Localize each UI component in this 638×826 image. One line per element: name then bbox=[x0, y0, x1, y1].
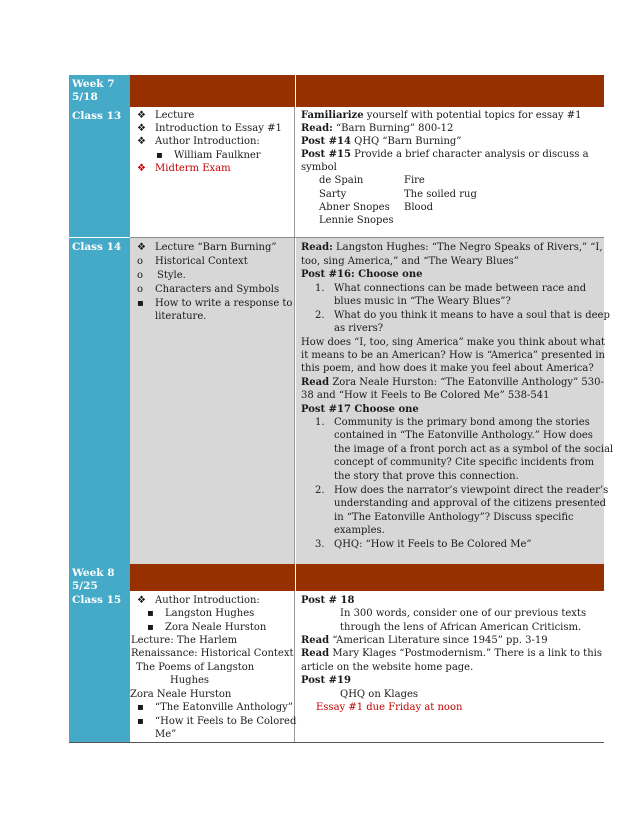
class14-s2-line: in “The Eatonville Anthology”? Discuss specific bbox=[334, 512, 574, 523]
week7-header-bar-right bbox=[296, 75, 604, 107]
class14-topic-4: o Characters and Symbols bbox=[137, 284, 280, 295]
class14-prompt-1: How does “I, too, sing America” make you think about what bbox=[301, 337, 605, 348]
class15-label-cell bbox=[69, 594, 130, 742]
class14-s2-line: understanding and approval of the citizens presented bbox=[334, 498, 607, 509]
circle-bullet-icon: o bbox=[137, 256, 144, 267]
week8-date: 5/25 bbox=[72, 580, 98, 592]
class14-topic-1: ❖ Lecture “Barn Burning” bbox=[137, 242, 277, 253]
class15-topic-8: ▪ “How it Feels to Be Colored bbox=[137, 716, 297, 727]
class14-read-1-cont: too, sing America,” and “The Weary Blues” bbox=[301, 256, 519, 267]
circle-bullet-icon: o bbox=[137, 284, 144, 295]
list-number: 3. bbox=[315, 539, 325, 550]
class13-line-1: Familiarize yourself with potential topics for essay #1 bbox=[301, 110, 582, 121]
class14-prompt-2: it means to be an American? How is “America” presented in bbox=[301, 350, 605, 361]
class14-s1-line: contained in “The Eatonville Anthology.” How does bbox=[334, 430, 593, 441]
list-number: 1. bbox=[315, 417, 325, 428]
character-name: Abner Snopes bbox=[319, 202, 390, 213]
diamond-bullet-icon: ❖ bbox=[137, 242, 146, 253]
class14-label: Class 14 bbox=[72, 241, 122, 253]
character-name: Sarty bbox=[319, 189, 347, 200]
character-name: Lennie Snopes bbox=[319, 215, 394, 226]
symbol-name: The soiled rug bbox=[404, 189, 477, 200]
class15-topic-7: ▪ “The Eatonville Anthology” bbox=[137, 702, 293, 713]
class14-post16: Post #16: Choose one bbox=[301, 269, 423, 280]
square-bullet-icon: ▪ bbox=[156, 150, 163, 161]
class14-q1-cont: blues music in “The Weary Blues”? bbox=[334, 296, 511, 307]
symbol-name: Blood bbox=[404, 202, 433, 213]
class13-line-5: symbol bbox=[301, 162, 337, 173]
class15-topic-1: ❖ Author Introduction: bbox=[137, 595, 260, 606]
class15-post19-line: QHQ on Klages bbox=[340, 689, 419, 700]
class14-s3: QHQ: “How it Feels to Be Colored Me” bbox=[334, 539, 532, 550]
class15-post19: Post #19 bbox=[301, 675, 351, 686]
class14-read-2-cont: 38 and “How it Feels to Be Colored Me” 538-541 bbox=[301, 390, 550, 401]
class15-topic-4-cont: Renaissance: Historical Context bbox=[131, 648, 294, 659]
class15-topic-6: Zora Neale Hurston bbox=[130, 689, 232, 700]
class15-read-1: Read “American Literature since 1945” pp. 3-19 bbox=[301, 635, 548, 646]
week8-header-bar-right bbox=[296, 564, 604, 591]
class14-s2-line: How does the narrator’s viewpoint direct the reader’s bbox=[334, 485, 609, 496]
symbol-name: Fire bbox=[404, 175, 425, 186]
week7-header-bar-mid bbox=[130, 75, 295, 107]
list-number: 2. bbox=[315, 310, 325, 321]
table-bottom-border bbox=[69, 742, 604, 743]
class14-read-1: Read: Langston Hughes: “The Negro Speaks of Rivers,” “I, bbox=[301, 242, 603, 253]
square-bullet-icon: ▪ bbox=[137, 298, 144, 309]
square-bullet-icon: ▪ bbox=[137, 702, 144, 713]
class14-s2-line: examples. bbox=[334, 525, 385, 536]
class14-q2: What do you think it means to have a soul that is deep bbox=[334, 310, 610, 321]
class13-topic-4: ▪ William Faulkner bbox=[156, 150, 261, 161]
square-bullet-icon: ▪ bbox=[147, 622, 154, 633]
class13-label: Class 13 bbox=[72, 110, 122, 122]
class13-label-cell bbox=[69, 107, 130, 237]
class14-read-2: Read Zora Neale Hurston: “The Eatonville Anthology” 530- bbox=[301, 377, 604, 388]
list-number: 2. bbox=[315, 485, 325, 496]
class13-topic-1: ❖ Lecture bbox=[137, 110, 195, 121]
circle-bullet-icon: o bbox=[137, 270, 144, 281]
class14-label-cell bbox=[69, 238, 130, 564]
class14-topic-5: ▪ How to write a response to bbox=[137, 298, 293, 309]
class13-line-3: Post #14 QHQ “Barn Burning” bbox=[301, 136, 462, 147]
class13-line-4: Post #15 Provide a brief character analysis or discuss a bbox=[301, 149, 589, 160]
week8-title: Week 8 bbox=[72, 567, 115, 579]
class15-topic-5-cont: Hughes bbox=[170, 675, 210, 686]
class15-label: Class 15 bbox=[72, 594, 122, 606]
class15-topic-3: ▪ Zora Neale Hurston bbox=[147, 622, 267, 633]
week8-header-bar-mid bbox=[130, 564, 295, 591]
class15-read-2: Read Mary Klages “Postmodernism.” There is a link to this bbox=[301, 648, 602, 659]
class14-topic-2: o Historical Context bbox=[137, 256, 248, 267]
diamond-bullet-icon: ❖ bbox=[137, 136, 146, 147]
class15-post18-line1: In 300 words, consider one of our previous texts bbox=[340, 608, 587, 619]
class15-post18-line2: through the lens of African American Criticism. bbox=[340, 622, 582, 633]
class13-topic-2: ❖ Introduction to Essay #1 bbox=[137, 123, 282, 134]
class15-essay-due: Essay #1 due Friday at noon bbox=[316, 702, 463, 713]
class14-s1-line: the story that prove this connection. bbox=[334, 471, 519, 482]
class15-post18: Post # 18 bbox=[301, 595, 355, 606]
week8-label-cell bbox=[69, 564, 130, 594]
class14-s1-line: Community is the primary bond among the stories bbox=[334, 417, 590, 428]
diamond-bullet-icon: ❖ bbox=[137, 163, 146, 174]
diamond-bullet-icon: ❖ bbox=[137, 595, 146, 606]
class14-post17: Post #17 Choose one bbox=[301, 404, 419, 415]
class14-s1-line: the image of a front porch act as a symbol of the social bbox=[334, 444, 614, 455]
class13-topic-5: ❖ Midterm Exam bbox=[137, 163, 231, 174]
week7-title: Week 7 bbox=[72, 78, 115, 90]
diamond-bullet-icon: ❖ bbox=[137, 123, 146, 134]
class13-line-2: Read: “Barn Burning” 800-12 bbox=[301, 123, 454, 134]
class14-topic-5-cont: literature. bbox=[155, 311, 207, 322]
square-bullet-icon: ▪ bbox=[137, 716, 144, 727]
class14-s1-line: concept of community? Cite specific incidents from bbox=[334, 457, 595, 468]
class15-topic-2: ▪ Langston Hughes bbox=[147, 608, 255, 619]
class14-q2-cont: as rivers? bbox=[334, 323, 384, 334]
class15-topic-4: Lecture: The Harlem bbox=[131, 635, 238, 646]
diamond-bullet-icon: ❖ bbox=[137, 110, 146, 121]
week7-label-cell bbox=[69, 75, 130, 107]
class14-prompt-3: this poem, and how does it make you feel about America? bbox=[301, 363, 594, 374]
list-number: 1. bbox=[315, 283, 325, 294]
class13-topic-3: ❖ Author Introduction: bbox=[137, 136, 260, 147]
character-name: de Spain bbox=[319, 175, 364, 186]
class15-read-2-cont: article on the website home page. bbox=[301, 662, 474, 673]
class15-topic-8-cont: Me” bbox=[155, 729, 177, 740]
class15-topic-5: The Poems of Langston bbox=[136, 662, 255, 673]
square-bullet-icon: ▪ bbox=[147, 608, 154, 619]
class14-q1: What connections can be made between race and bbox=[334, 283, 587, 294]
week7-date: 5/18 bbox=[72, 91, 98, 103]
class14-topic-3: o Style. bbox=[137, 270, 186, 281]
